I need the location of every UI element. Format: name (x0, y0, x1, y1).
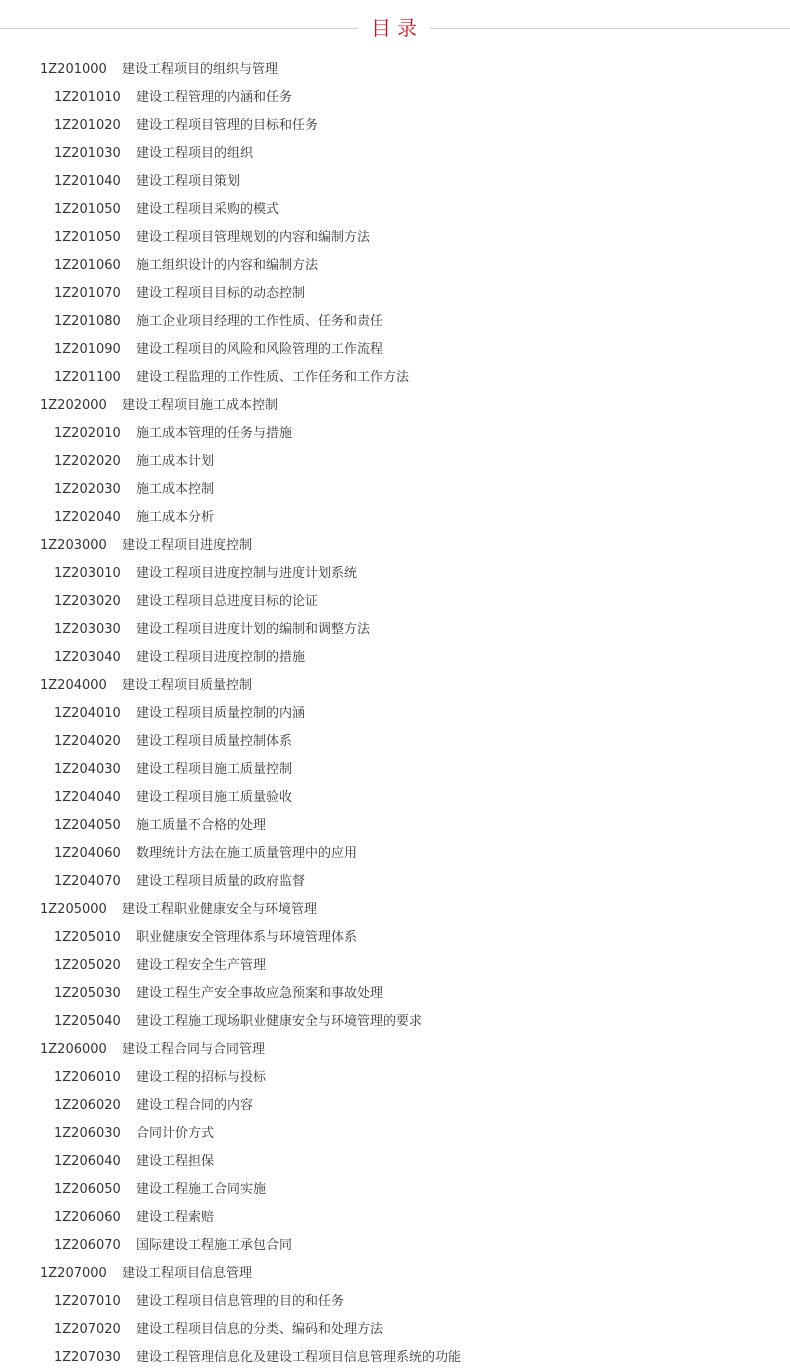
toc-section-entry[interactable] (0, 812, 790, 840)
toc-entry-code: 1Z202010 (54, 426, 121, 441)
toc-entry-code: 1Z202000 (40, 398, 107, 413)
toc-entry-code: 1Z203040 (54, 650, 121, 665)
toc-section-entry[interactable] (0, 364, 790, 392)
toc-entry-code: 1Z201070 (54, 286, 121, 301)
toc-header (0, 0, 790, 56)
toc-entry-code: 1Z205010 (54, 930, 121, 945)
page-title: 目录 (371, 16, 423, 40)
toc-entry-title: 建设工程项目施工质量控制 (136, 762, 293, 777)
toc-entry-code: 1Z201100 (54, 370, 121, 385)
toc-entry-code: 1Z201090 (54, 342, 121, 357)
toc-section-entry[interactable] (0, 1232, 790, 1260)
toc-section-entry[interactable] (0, 980, 790, 1008)
toc-chapter-entry[interactable] (0, 392, 790, 420)
toc-entry-title: 合同计价方式 (136, 1126, 215, 1141)
toc-entry-title: 建设工程项目质量控制 (122, 678, 253, 693)
toc-entry-title: 建设工程项目总进度目标的论证 (136, 594, 319, 609)
toc-entry-code: 1Z203030 (54, 622, 121, 637)
toc-section-entry[interactable] (0, 868, 790, 896)
toc-entry-code: 1Z201010 (54, 90, 121, 105)
toc-entry-code: 1Z201050 (54, 230, 121, 245)
toc-section-entry[interactable] (0, 1064, 790, 1092)
toc-section-entry[interactable] (0, 1316, 790, 1344)
header-rule-right (430, 28, 790, 29)
toc-entry-code: 1Z204060 (54, 846, 121, 861)
toc-entry-code: 1Z207010 (54, 1294, 121, 1309)
toc-section-entry[interactable] (0, 448, 790, 476)
toc-entry-title: 建设工程项目进度控制 (122, 538, 253, 553)
toc-entry-title: 建设工程项目策划 (136, 174, 241, 189)
toc-section-entry[interactable] (0, 1148, 790, 1176)
toc-entry-title: 建设工程项目进度控制与进度计划系统 (136, 566, 358, 581)
toc-section-entry[interactable] (0, 196, 790, 224)
toc-entry-code: 1Z206040 (54, 1154, 121, 1169)
toc-entry-code: 1Z206020 (54, 1098, 121, 1113)
toc-entry-code: 1Z202040 (54, 510, 121, 525)
toc-section-entry[interactable] (0, 560, 790, 588)
toc-entry-code: 1Z202020 (54, 454, 121, 469)
toc-entry-title: 建设工程监理的工作性质、工作任务和工作方法 (136, 370, 410, 385)
toc-entry-title: 建设工程施工合同实施 (136, 1182, 267, 1197)
toc-section-entry[interactable] (0, 588, 790, 616)
toc-entry-title: 建设工程安全生产管理 (136, 958, 267, 973)
toc-chapter-entry[interactable] (0, 1036, 790, 1064)
toc-entry-title: 建设工程职业健康安全与环境管理 (122, 902, 318, 917)
toc-section-entry[interactable] (0, 784, 790, 812)
toc-entry-title: 施工成本控制 (136, 482, 215, 497)
toc-entry-title: 国际建设工程施工承包合同 (136, 1238, 293, 1253)
toc-entry-title: 施工成本管理的任务与措施 (136, 426, 293, 441)
toc-section-entry[interactable] (0, 700, 790, 728)
toc-section-entry[interactable] (0, 224, 790, 252)
toc-section-entry[interactable] (0, 280, 790, 308)
toc-entry-title: 建设工程项目质量控制的内涵 (136, 706, 306, 721)
toc-section-entry[interactable] (0, 1176, 790, 1204)
toc-section-entry[interactable] (0, 1120, 790, 1148)
toc-entry-code: 1Z204070 (54, 874, 121, 889)
toc-chapter-entry[interactable] (0, 672, 790, 700)
toc-chapter-entry[interactable] (0, 896, 790, 924)
toc-entry-code: 1Z203020 (54, 594, 121, 609)
toc-entry-code: 1Z201030 (54, 146, 121, 161)
toc-section-entry[interactable] (0, 252, 790, 280)
toc-entry-title: 建设工程项目质量控制体系 (136, 734, 293, 749)
toc-section-entry[interactable] (0, 644, 790, 672)
header-rule-left (0, 28, 358, 29)
toc-entry-code: 1Z207020 (54, 1322, 121, 1337)
toc-entry-title: 建设工程项目管理规划的内容和编制方法 (136, 230, 371, 245)
toc-entry-code: 1Z207000 (40, 1266, 107, 1281)
toc-entry-title: 建设工程合同与合同管理 (122, 1042, 266, 1057)
toc-entry-title: 建设工程项目信息管理 (122, 1266, 253, 1281)
toc-entry-title: 建设工程管理的内涵和任务 (136, 90, 293, 105)
toc-section-entry[interactable] (0, 840, 790, 868)
toc-section-entry[interactable] (0, 1204, 790, 1232)
toc-entry-title: 建设工程项目的组织 (136, 146, 254, 161)
toc-entry-code: 1Z205020 (54, 958, 121, 973)
toc-entry-title: 建设工程的招标与投标 (136, 1070, 267, 1085)
toc-entry-code: 1Z205000 (40, 902, 107, 917)
toc-section-entry[interactable] (0, 112, 790, 140)
toc-entry-code: 1Z206010 (54, 1070, 121, 1085)
toc-entry-code: 1Z204000 (40, 678, 107, 693)
toc-entry-code: 1Z206000 (40, 1042, 107, 1057)
table-of-contents (0, 56, 790, 1372)
toc-section-entry[interactable] (0, 616, 790, 644)
toc-section-entry[interactable] (0, 168, 790, 196)
toc-entry-title: 建设工程生产安全事故应急预案和事故处理 (136, 986, 384, 1001)
toc-section-entry[interactable] (0, 756, 790, 784)
toc-entry-title: 建设工程担保 (136, 1154, 215, 1169)
toc-entry-title: 建设工程项目管理的目标和任务 (136, 118, 319, 133)
toc-entry-title: 施工组织设计的内容和编制方法 (136, 258, 319, 273)
toc-entry-title: 建设工程项目施工成本控制 (122, 398, 279, 413)
toc-entry-code: 1Z201040 (54, 174, 121, 189)
toc-entry-title: 建设工程合同的内容 (136, 1098, 254, 1113)
toc-section-entry[interactable] (0, 728, 790, 756)
toc-entry-title: 数理统计方法在施工质量管理中的应用 (136, 846, 358, 861)
toc-entry-code: 1Z205030 (54, 986, 121, 1001)
toc-entry-code: 1Z204020 (54, 734, 121, 749)
toc-entry-code: 1Z201020 (54, 118, 121, 133)
toc-entry-code: 1Z206050 (54, 1182, 121, 1197)
toc-entry-title: 职业健康安全管理体系与环境管理体系 (136, 930, 358, 945)
toc-section-entry[interactable] (0, 476, 790, 504)
toc-entry-code: 1Z201050 (54, 202, 121, 217)
toc-entry-title: 施工成本计划 (136, 454, 215, 469)
toc-entry-code: 1Z201000 (40, 62, 107, 77)
toc-entry-code: 1Z206060 (54, 1210, 121, 1225)
toc-entry-title: 建设工程项目进度控制的措施 (136, 650, 306, 665)
toc-entry-title: 施工企业项目经理的工作性质、任务和责任 (136, 314, 384, 329)
toc-entry-title: 建设工程施工现场职业健康安全与环境管理的要求 (136, 1014, 423, 1029)
toc-section-entry[interactable] (0, 924, 790, 952)
toc-section-entry[interactable] (0, 1008, 790, 1036)
toc-section-entry[interactable] (0, 336, 790, 364)
toc-entry-title: 建设工程项目信息的分类、编码和处理方法 (136, 1322, 384, 1337)
toc-entry-code: 1Z204040 (54, 790, 121, 805)
toc-entry-code: 1Z204010 (54, 706, 121, 721)
toc-section-entry[interactable] (0, 84, 790, 112)
toc-section-entry[interactable] (0, 420, 790, 448)
toc-entry-code: 1Z205040 (54, 1014, 121, 1029)
toc-section-entry[interactable] (0, 140, 790, 168)
toc-entry-title: 建设工程项目进度计划的编制和调整方法 (136, 622, 371, 637)
toc-entry-code: 1Z204030 (54, 762, 121, 777)
toc-entry-title: 建设工程项目施工质量验收 (136, 790, 293, 805)
toc-entry-title: 施工成本分析 (136, 510, 215, 525)
toc-entry-title: 建设工程索赔 (136, 1210, 215, 1225)
toc-chapter-entry[interactable] (0, 532, 790, 560)
toc-section-entry[interactable] (0, 504, 790, 532)
toc-entry-code: 1Z203010 (54, 566, 121, 581)
toc-entry-title: 建设工程管理信息化及建设工程项目信息管理系统的功能 (136, 1350, 462, 1365)
toc-entry-title: 建设工程项目采购的模式 (136, 202, 280, 217)
toc-chapter-entry[interactable] (0, 56, 790, 84)
toc-entry-code: 1Z201060 (54, 258, 121, 273)
toc-entry-title: 建设工程项目的组织与管理 (122, 62, 279, 77)
toc-entry-code: 1Z203000 (40, 538, 107, 553)
toc-section-entry[interactable] (0, 1288, 790, 1316)
toc-entry-title: 建设工程项目信息管理的目的和任务 (136, 1294, 345, 1309)
toc-entry-title: 建设工程项目的风险和风险管理的工作流程 (136, 342, 384, 357)
toc-section-entry[interactable] (0, 308, 790, 336)
toc-entry-code: 1Z201080 (54, 314, 121, 329)
toc-entry-title: 建设工程项目质量的政府监督 (136, 874, 306, 889)
toc-entry-code: 1Z206070 (54, 1238, 121, 1253)
toc-entry-title: 建设工程项目目标的动态控制 (136, 286, 306, 301)
toc-section-entry[interactable] (0, 1092, 790, 1120)
toc-section-entry[interactable] (0, 952, 790, 980)
toc-entry-code: 1Z206030 (54, 1126, 121, 1141)
toc-entry-code: 1Z204050 (54, 818, 121, 833)
toc-entry-code: 1Z202030 (54, 482, 121, 497)
toc-entry-code: 1Z207030 (54, 1350, 121, 1365)
toc-chapter-entry[interactable] (0, 1260, 790, 1288)
toc-entry-title: 施工质量不合格的处理 (136, 818, 267, 833)
